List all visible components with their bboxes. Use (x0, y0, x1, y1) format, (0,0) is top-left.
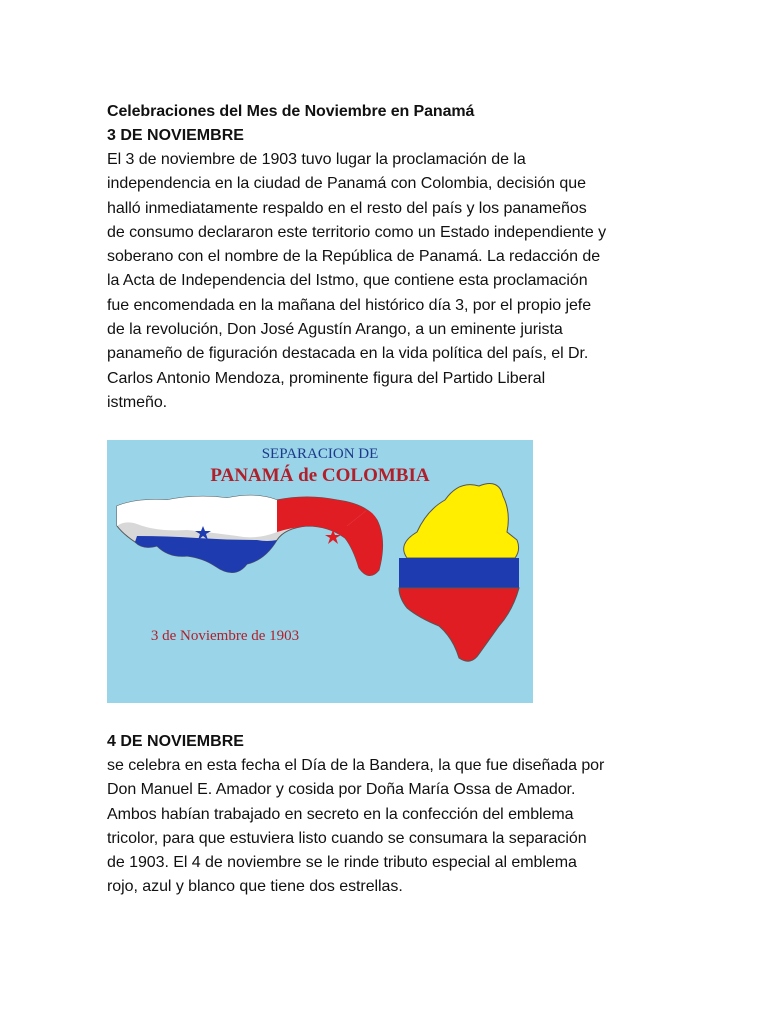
figure-line1: SEPARACION DE (261, 446, 379, 462)
section-body-nov3: El 3 de noviembre de 1903 tuvo lugar la proclamación de la independencia en la ciudad de Panamá con Colombia, decisión que halló inmediatamente respaldo en el resto del país y los panameños de consumo declararon este territorio como un Estado independiente y soberano con el nombre de la República de Panamá. La redacción de la Acta de Independencia del Istmo, que contiene esta proclamación fue encomendada en la mañana del histórico día 3, por el propio jefe de la revolución, Don José Agustín Arango, a un eminente jurista panameño de figuración destacada en la vida política del país, el Dr. Carlos Antonio Mendoza, prominente figura del Partido Liberal istmeño. (107, 151, 607, 411)
section-nov4 (107, 730, 667, 900)
separation-map-image (107, 440, 533, 703)
figure-date: 3 de Noviembre de 1903 (150, 628, 300, 644)
figure-line2: PANAMÁ de COLOMBIA (210, 465, 430, 486)
document-page (107, 100, 667, 415)
document-title: Celebraciones del Mes de Noviembre en Panamá (107, 103, 475, 120)
section-body-nov4: se celebra en esta fecha el Día de la Bandera, la que fue diseñada por Don Manuel E. Amador y cosida por Doña María Ossa de Amador. Ambos habían trabajado en secreto en la confección del emblema tricolor, para que estuviera listo cuando se consumara la separación de 1903. El 4 de noviembre se le rinde tributo especial al emblema rojo, azul y blanco que tiene dos estrellas. (107, 757, 605, 896)
section-heading-nov4: 4 DE NOVIEMBRE (107, 733, 244, 750)
map-illustration (107, 440, 533, 703)
section-heading-nov3: 3 DE NOVIEMBRE (107, 127, 244, 144)
